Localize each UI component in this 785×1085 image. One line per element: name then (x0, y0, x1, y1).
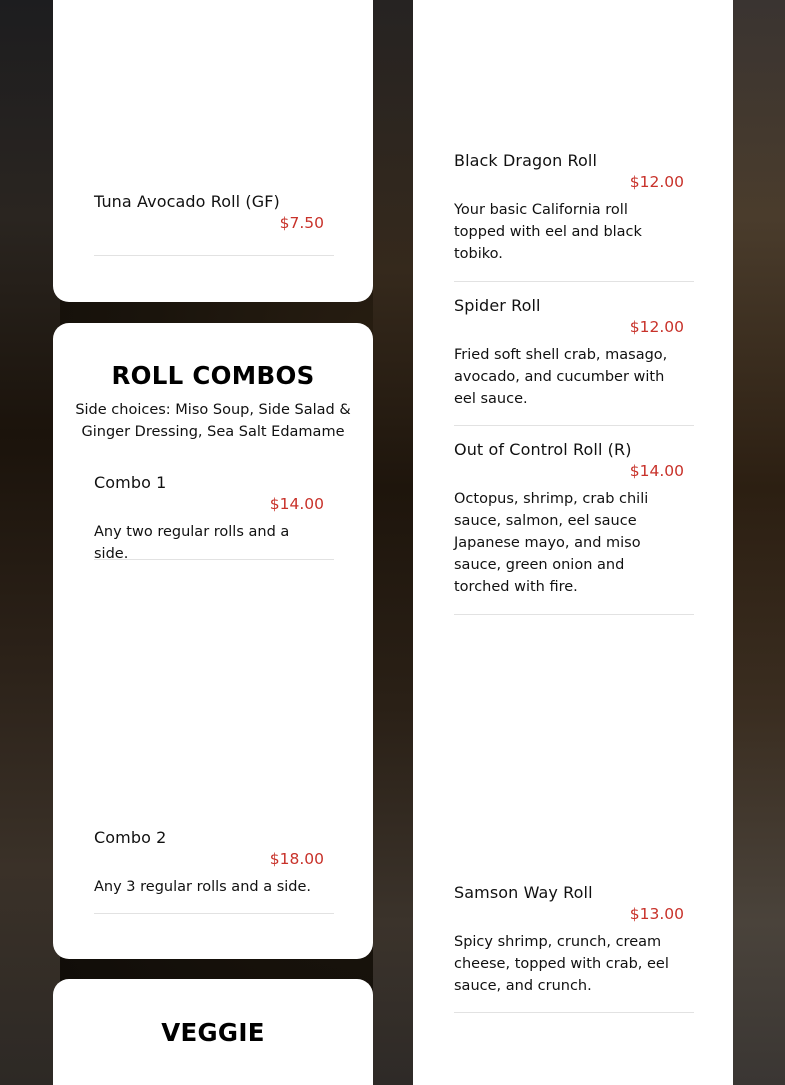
menu-item-combo-2[interactable] (94, 828, 334, 914)
menu-item-out-of-control-roll[interactable] (454, 440, 694, 615)
section-subtitle-side-choices: Side choices: Miso Soup, Side Salad & Ginger Dressing, Sea Salt Edamame (75, 402, 351, 440)
item-description: Octopus, shrimp, crab chili sauce, salmon, eel sauce Japanese mayo, and miso sauce, green onion and torched with fire. (454, 491, 649, 595)
item-name: Tuna Avocado Roll (GF) (94, 192, 280, 211)
item-price: $14.00 (269, 495, 324, 513)
item-name: Combo 2 (94, 828, 167, 847)
roll-combos-card (53, 323, 373, 959)
item-description: Spicy shrimp, crunch, cream cheese, topped with crab, eel sauce, and crunch. (454, 934, 669, 994)
menu-item-samson-way-roll[interactable] (454, 883, 694, 1013)
item-name: Spider Roll (454, 296, 541, 315)
item-name: Combo 1 (94, 473, 167, 492)
background-right (733, 0, 785, 1085)
item-name: Black Dragon Roll (454, 151, 598, 170)
veggie-card (53, 979, 373, 1085)
right-menu-card (413, 0, 733, 1085)
item-price: $12.00 (629, 173, 684, 191)
item-price: $12.00 (629, 318, 684, 336)
item-description: Fried soft shell crab, masago, avocado, and cucumber with eel sauce. (454, 347, 668, 407)
item-price: $7.50 (279, 214, 324, 232)
menu-item-combo-1[interactable] (94, 473, 334, 560)
item-description: Any two regular rolls and a side. (94, 524, 290, 562)
item-price: $13.00 (629, 905, 684, 923)
item-name: Samson Way Roll (454, 883, 593, 902)
menu-item-tuna-avocado-roll[interactable] (94, 192, 334, 256)
menu-item-spider-roll[interactable] (454, 296, 694, 426)
item-description: Any 3 regular rolls and a side. (94, 879, 312, 895)
item-price: $14.00 (629, 462, 684, 480)
item-description: Your basic California roll topped with eel and black tobiko. (454, 202, 642, 262)
background-left (0, 0, 60, 1085)
menu-card-top (53, 0, 373, 302)
section-title-roll-combos: ROLL COMBOS (111, 361, 315, 390)
menu-item-black-dragon-roll[interactable] (454, 151, 694, 282)
section-title-veggie: VEGGIE (161, 1018, 265, 1047)
item-price: $18.00 (269, 850, 324, 868)
background-middle (373, 0, 413, 1085)
item-name: Out of Control Roll (R) (454, 440, 632, 459)
